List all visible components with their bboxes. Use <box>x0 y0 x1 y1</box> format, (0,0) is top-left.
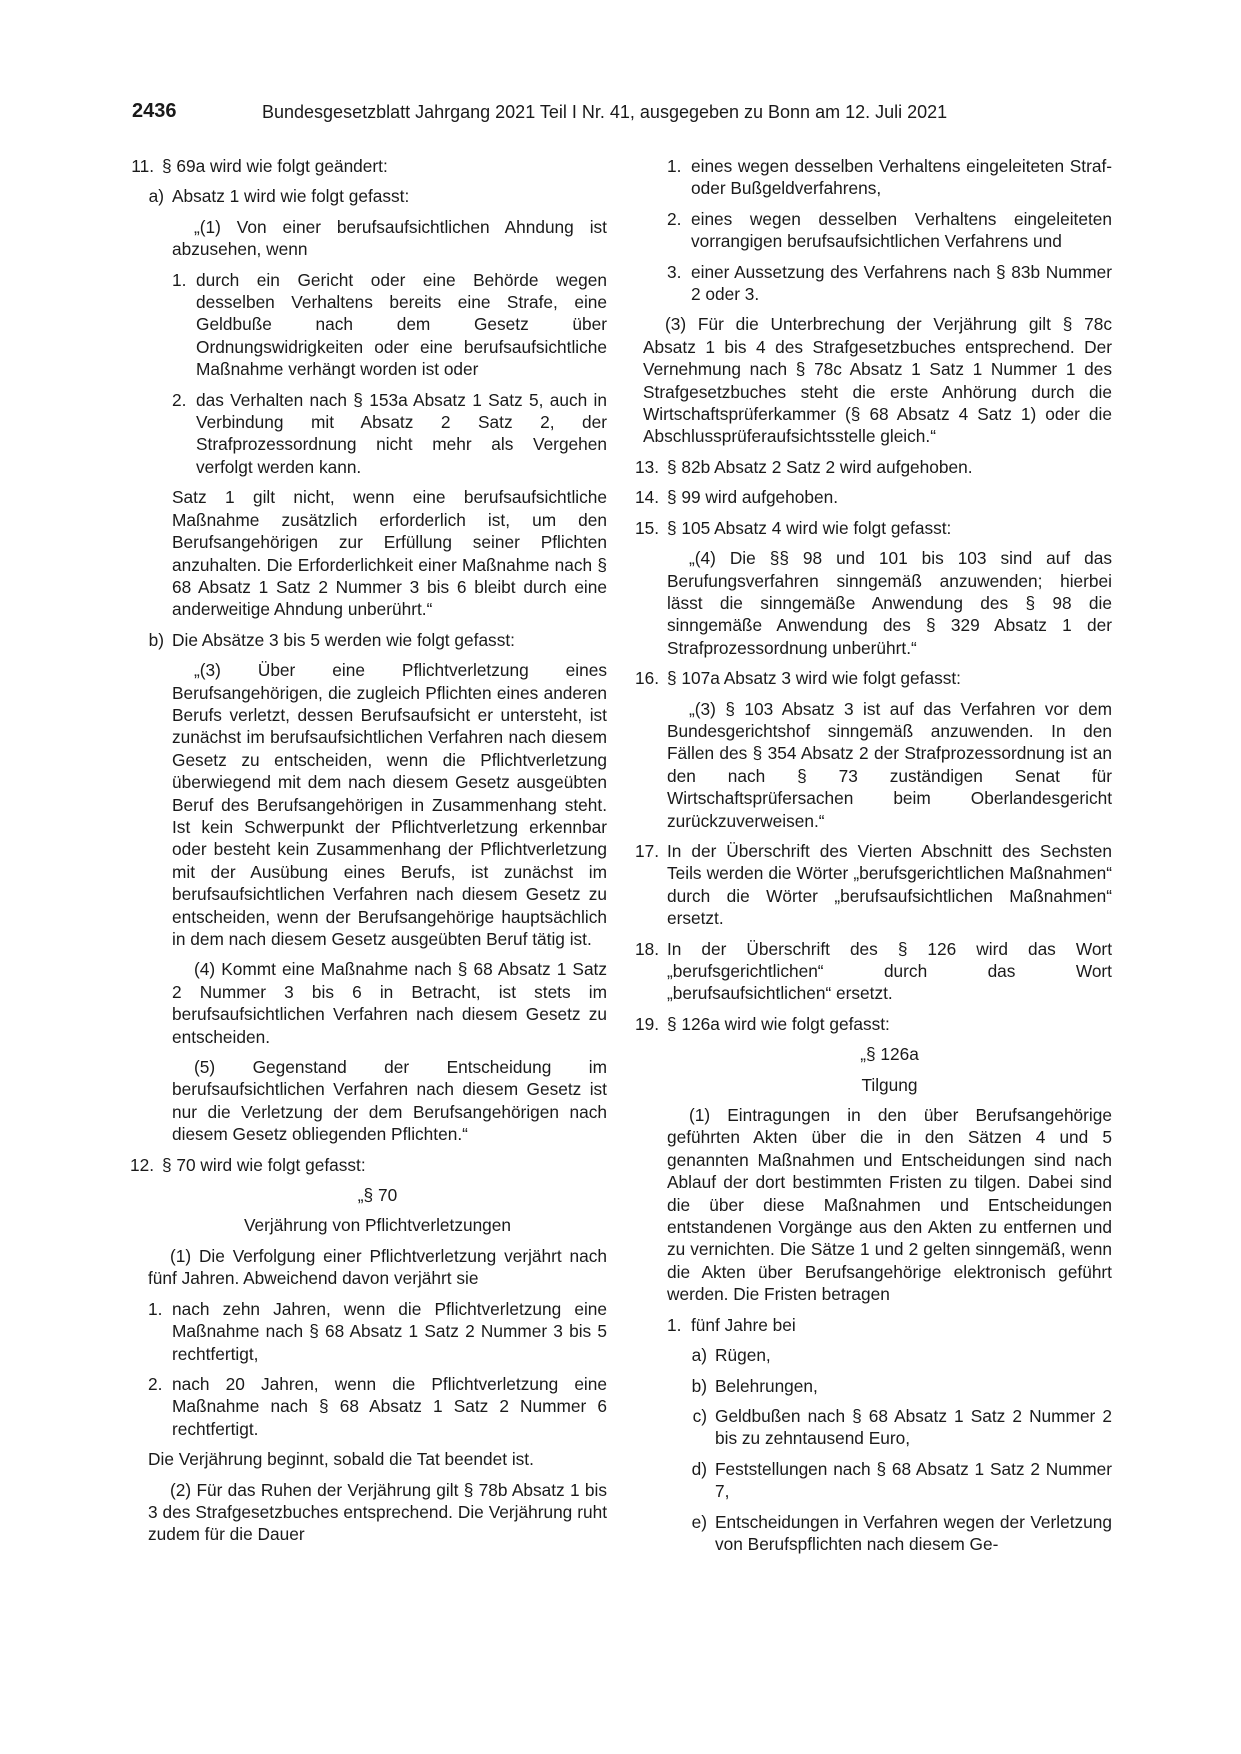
paragraph: „(3) § 103 Absatz 3 ist auf das Verfahren vor dem Bundesgerichtshof sinngemäß anzuwenden. In den Fällen des § 354 Absatz 2 der Strafprozessordnung ist an den nach § 73 zuständigen Senat für Wirtschaftsprüfersachen beim Oberlandesgericht zurückzuverweisen.“ <box>667 698 1112 831</box>
paragraph: (5) Gegenstand der Entscheidung im berufsaufsichtlichen Verfahren nach diesem Gesetz ist nur die Verletzung der dem Berufsangehörigen nach diesem Gesetz obliegenden Pflichten.“ <box>172 1057 607 1145</box>
list-item: a) Rügen, <box>691 1345 771 1366</box>
paragraph: (4) Kommt eine Maßnahme nach § 68 Absatz 1 Satz 2 Nummer 3 bis 6 in Betracht, ist stets im berufsaufsichtlichen Verfahren nach diesem Gesetz zu entscheiden. <box>172 959 607 1047</box>
left-column <box>130 155 607 1554</box>
list-item: b) Belehrungen, <box>691 1375 818 1396</box>
list-item: 1. eines wegen desselben Verhaltens eingeleiteten Straf- oder Bußgeldverfahrens, <box>667 156 1112 199</box>
list-item: 12. § 70 wird wie folgt gefasst: <box>130 1154 366 1175</box>
list-item: 1. durch ein Gericht oder eine Behörde wegen desselben Verhaltens bereits eine Strafe, eine Geldbuße nach dem Gesetz über Ordnungswidrigkeiten oder eine berufsaufsichtliche Maßnahme verhängt worden ist oder <box>172 269 607 380</box>
list-item: 2. nach 20 Jahren, wenn die Pflichtverletzung eine Maßnahme nach § 68 Absatz 1 Satz 2 Nummer 6 rechtfertigt. <box>148 1373 607 1439</box>
list-item: 19. § 126a wird wie folgt gefasst: <box>635 1013 890 1034</box>
page-number: 2436 <box>132 100 177 122</box>
list-item: 11. § 69a wird wie folgt geändert: <box>131 156 388 176</box>
section-title: Tilgung <box>861 1074 918 1095</box>
list-item: e) Entscheidungen in Verfahren wegen der Verletzung von Berufspflichten nach diesem Ge- <box>691 1511 1112 1554</box>
list-item: c) Geldbußen nach § 68 Absatz 1 Satz 2 Nummer 2 bis zu zehntausend Euro, <box>692 1405 1112 1449</box>
paragraph: (1) Eintragungen in den über Berufsangehörige geführten Akten über die in den Sätzen 4 und 5 genannten Maßnahmen und Entscheidungen sind nach Ablauf der dort bestimmten Fristen zu tilgen. Dabei sind die über diese Maßnahmen und Entscheidungen entstandenen Vorgänge aus den Akten zu entfernen und zu vernichten. Die Sätze 1 und 2 gelten sinngemäß, wenn die Akten über Berufsangehörige elektronisch geführt werden. Die Fristen betragen <box>667 1105 1112 1305</box>
right-column <box>635 155 1112 1563</box>
section-number: „§ 126a <box>860 1044 919 1065</box>
paragraph: „(1) Von einer berufsaufsichtlichen Ahndung ist abzusehen, wenn <box>172 216 607 260</box>
list-item: 1. nach zehn Jahren, wenn die Pflichtverletzung eine Maßnahme nach § 68 Absatz 1 Satz 2 Nummer 3 bis 5 rechtfertigt, <box>148 1298 607 1364</box>
list-item: 14. § 99 wird aufgehoben. <box>635 487 839 508</box>
list-item: 17. In der Überschrift des Vierten Abschnitt des Sechsten Teils werden die Wörter „berufsgerichtlichen Maßnahmen“ durch die Wörter „berufsaufsichtlichen Maßnahmen“ ersetzt. <box>635 840 1112 929</box>
page-header-title: Bundesgesetzblatt Jahrgang 2021 Teil I Nr. 41, ausgegeben zu Bonn am 12. Juli 2021 <box>262 102 948 122</box>
paragraph: „(3) Über eine Pflichtverletzung eines Berufsangehörigen, die zugleich Pflichten eines anderen Berufs verletzt, dessen Berufsaufsicht er untersteht, ist zunächst im berufsaufsichtlichen Verfahren nach diesem Gesetz zu entscheiden, wenn die Pflichtverletzung überwiegend mit dem nach diesem Gesetz ausgeübten Beruf des Berufsangehörigen in Zusammenhang steht. Ist kein Schwerpunkt der Pflichtverletzung erkennbar oder besteht kein Zusammenhang der Pflichtverletzung mit der Ausübung eines Berufs, ist zunächst im berufsaufsichtlichen Verfahren nach diesem Gesetz zu entscheiden, wenn der Berufsangehörige hauptsächlich in dem nach diesem Gesetz ausgeübten Beruf tätig ist. <box>172 660 607 949</box>
paragraph: „(4) Die §§ 98 und 101 bis 103 sind auf das Berufungsverfahren sinngemäß anzuwenden; hierbei lässt die sinngemäße Anwendung des § 98 die sinngemäße Anwendung des § 329 Absatz 1 der Strafprozessordnung unberührt.“ <box>667 548 1112 658</box>
list-item: 2. das Verhalten nach § 153a Absatz 1 Satz 5, auch in Verbindung mit Absatz 2 Satz 2, der Strafprozessordnung nicht mehr als Vergehen verfolgt werden kann. <box>172 389 607 477</box>
paragraph: (1) Die Verfolgung einer Pflichtverletzung verjährt nach fünf Jahren. Abweichend davon verjährt sie <box>148 1245 607 1289</box>
list-item: 18. In der Überschrift des § 126 wird das Wort „berufsgerichtlichen“ durch das Wort „berufsaufsichtlichen“ ersetzt. <box>635 938 1112 1004</box>
list-item: 15. § 105 Absatz 4 wird wie folgt gefasst: <box>635 517 952 538</box>
paragraph: (2) Für das Ruhen der Verjährung gilt § 78b Absatz 1 bis 3 des Strafgesetzbuches entsprechend. Die Verjährung ruht zudem für die Dauer <box>148 1479 607 1545</box>
list-item: 13. § 82b Absatz 2 Satz 2 wird aufgehoben. <box>635 456 973 477</box>
paragraph: (3) Für die Unterbrechung der Verjährung gilt § 78c Absatz 1 bis 4 des Strafgesetzbuches entsprechend. Der Vernehmung nach § 78c Absatz 1 Satz 1 Nummer 1 des Strafgesetzbuches steht die erste Anhörung durch die Wirtschaftsprüferkammer (§ 68 Absatz 4 Satz 1) oder die Abschlussprüferaufsichtsstelle gleich.“ <box>643 314 1112 447</box>
list-item: a) Absatz 1 wird wie folgt gefasst: <box>148 186 410 207</box>
list-item: 1. fünf Jahre bei <box>667 1314 796 1335</box>
section-title: Verjährung von Pflichtverletzungen <box>243 1215 512 1236</box>
section-number: „§ 70 <box>357 1185 398 1206</box>
list-item: 16. § 107a Absatz 3 wird wie folgt gefasst: <box>635 668 961 689</box>
list-item: b) Die Absätze 3 bis 5 werden wie folgt gefasst: <box>148 629 515 650</box>
list-item: 2. eines wegen desselben Verhaltens eingeleiteten vorrangigen berufsaufsichtlichen Verfahrens und <box>667 208 1112 252</box>
list-item: d) Feststellungen nach § 68 Absatz 1 Satz 2 Nummer 7, <box>691 1458 1112 1502</box>
paragraph: Die Verjährung beginnt, sobald die Tat beendet ist. <box>148 1449 534 1470</box>
paragraph: Satz 1 gilt nicht, wenn eine berufsaufsichtliche Maßnahme zusätzlich erforderlich ist, um den Berufsangehörigen zur Erfüllung seiner Pflichten anzuhalten. Die Erforderlichkeit einer Maßnahme nach § 68 Absatz 1 Satz 2 Nummer 3 bis 6 bleibt durch eine anderweitige Ahndung unberührt.“ <box>172 487 607 620</box>
list-item: 3. einer Aussetzung des Verfahrens nach § 83b Nummer 2 oder 3. <box>667 261 1112 305</box>
